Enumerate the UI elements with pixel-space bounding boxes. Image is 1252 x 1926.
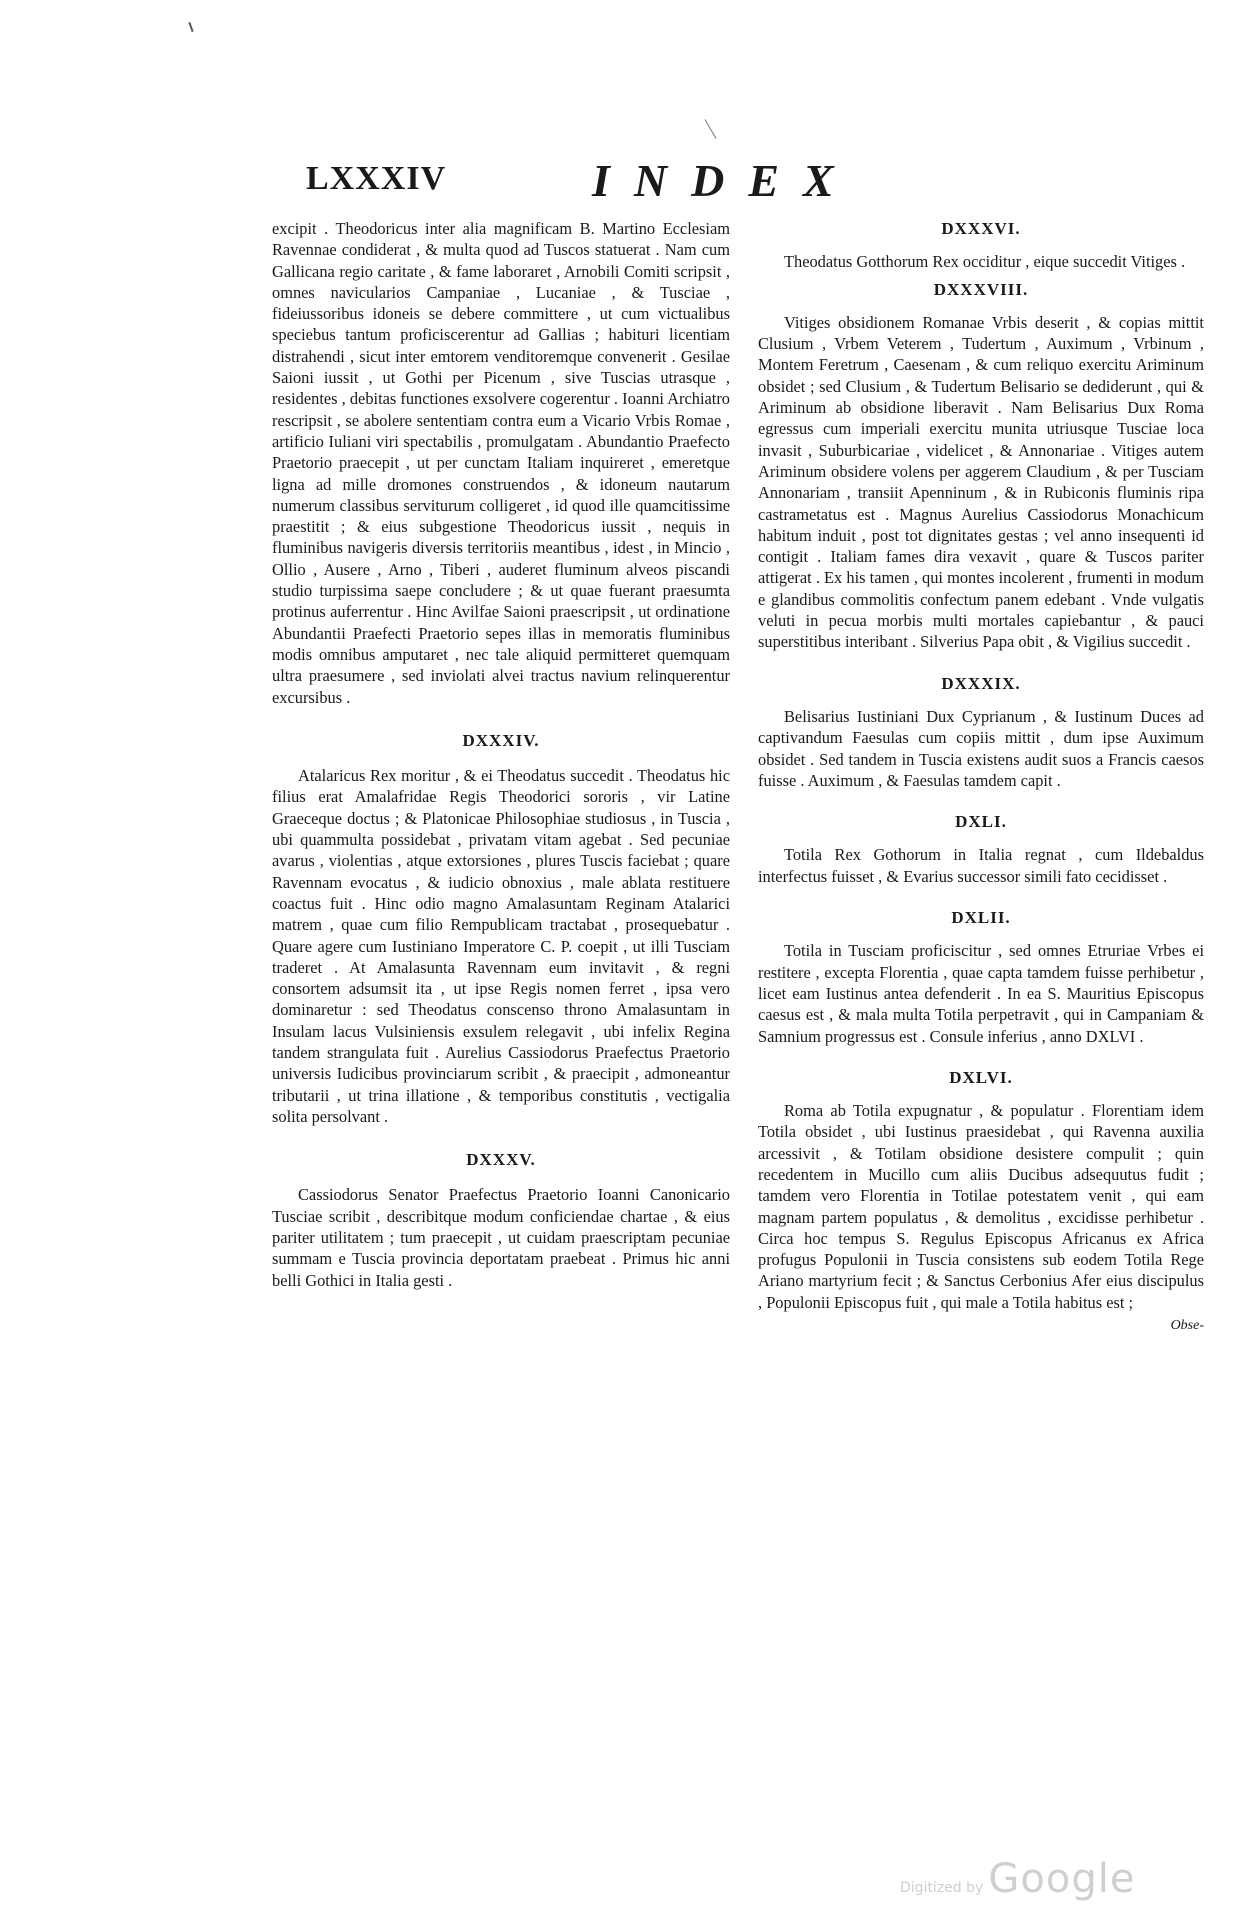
- section-dxlvi: [758, 1067, 1204, 1313]
- section-heading: DXXXIV.: [462, 730, 540, 750]
- section-heading: DXLVI.: [949, 1067, 1013, 1087]
- section-dxxxvi: [758, 218, 1204, 273]
- section-text: Vitiges obsidionem Romanae Vrbis deserit , & copias mittit Clusium , Vrbem Veterem , Tudertum , Auximum , Vrbinum , Montem Feretrum , Caesenam , & cum reliquo exercitu Ariminum obsidet ; sed Clusium , & Tudertum Belisario se dediderunt , qui & Ariminum ab obsidione liberavit . Nam Belisarius Dux Roma egressus cum imperiali exercitu munita utriusque Tusciae loca invasit , Suburbicariae , videlicet , & Annonariae . Vitiges autem Ariminum obsidere volens per aggerem Claudium , & per Tusciam Annonariam , transiit Apenninum , & in Rubiconis fluminis ripa castrametatus est . Magnus Aurelius Cassiodorus Monachicum habitum induit , post tot dignitates gestas ; vel anno insequenti id contigit . Italiam fames dira vexavit , quare & Tuscos pariter attigerat . Ex his tamen , qui montes incolerent , frumenti in modum e glandibus commolitis confectum panem edebant . Vnde vulgatis veluti in pecua morbis multi mortales capiebantur , & pauci superstitibus interibant . Silverius Papa obit , & Vigilius succedit .: [758, 312, 1204, 652]
- digitization-watermark: [900, 1856, 1135, 1902]
- section-heading: DXXXV.: [466, 1150, 536, 1170]
- section-dxli: [758, 811, 1204, 887]
- google-logo: Google: [988, 1856, 1136, 1902]
- left-column: [272, 218, 730, 1291]
- stray-mark: [188, 22, 193, 32]
- section-dxxxv: [272, 1149, 730, 1291]
- section-text: Roma ab Totila expugnatur , & populatur . Florentiam idem Totila obsidet , ubi Iustinus praesidebat , qui Ravenna auxilia arcessivit , & Totilam obsidione desistere compulit ; quin recedentem in Mucillo cum aliis Ducibus adsequutus fudit ; tamdem vero Florentia in Totilae potestatem venit , qui eam magnam partem populatus , & demolitus , excidisse perhibetur . Circa hoc tempus S. Regulus Episcopus Africanus ex Africa profugus Populonii in Tuscia consistens sub eodem Totila Rege Ariano martyrium fecit ; & Sanctus Cerbonius Afer eius discipulus , Populonii Episcopus fuit , qui male a Totila habitus est ;: [758, 1101, 1204, 1312]
- section-heading: DXLI.: [955, 812, 1007, 832]
- section-text: Totila in Tusciam proficiscitur , sed omnes Etruriae Vrbes ei restitere , excepta Florentia , quae capta tamdem fuisse perhibetur , licet eam Iustinus antea defenderit . In ea S. Mauritius Episcopus caesus est , & mala multa Totila perpetravit , qui in Campaniam & Samnium progressus est . Consule inferius , anno DXLVI .: [758, 941, 1204, 1046]
- stray-mark: [705, 119, 717, 139]
- section-dxxxix: [758, 673, 1204, 791]
- section-dxxxiv: [272, 730, 730, 1127]
- section-dxlii: [758, 907, 1204, 1047]
- section-text: Theodatus Gotthorum Rex occiditur , eique succedit Vitiges .: [784, 252, 1186, 272]
- section-text: Totila Rex Gothorum in Italia regnat , cum Ildebaldus interfectus fuisset , & Evarius successor simili fato cecidisset .: [758, 845, 1204, 886]
- section-heading: DXLII.: [951, 908, 1011, 928]
- right-column: [758, 218, 1204, 1336]
- page-header: [0, 155, 1252, 210]
- section-text: Atalaricus Rex moritur , & ei Theodatus succedit . Theodatus hic filius erat Amalafridae Regis Theodorici sororis , vir Latine Graeceque doctus ; & Platonicae Philosophiae studiosus , in Tuscia , ubi quammulta possidebat , privatam vitam agebat . Sed pecuniae avarus , violentias , atque extorsiones , plures Tuscis faciebat ; quare Ravennam evocatus , & iudicio obnoxius , male ablata restituere coactus fuit . Hinc odio magno Amalasuntam Reginam Atalarici matrem , quae cum filio Rempublicam tractabat , prosequebatur . Quare agere cum Iustiniano Imperatore C. P. coepit , ut illi Tusciam traderet . At Amalasunta Ravennam eum invitavit , & regni consortem adsumsit ita , ut ipse Regis nomen ferret , ipsa vero dominaretur : sed Theodatus conscenso throno Amalasuntam in Insulam lacus Vulsiniensis exsulem relegavit , ubi infelix Regina tandem strangulata fuit . Aurelius Cassiodorus Praefectus Praetorio universis Iudicibus provinciarum scribit , & praecipit , admoneantur tributarii , ut trina illatione , & temporibus constitutis , vectigalia solita persolvant .: [272, 766, 730, 1126]
- section-dxxxviii: [758, 279, 1204, 653]
- section-text: Cassiodorus Senator Praefectus Praetorio Ioanni Canonicario Tusciae scribit , describitque modum conficiendae chartae , & eius pariter utilitatem ; tum praecepit , ut cuidam praescriptam pecuniae summam e Tuscia provincia deportatam praebeat . Primus hic anni belli Gothici in Italia gesti .: [272, 1185, 730, 1290]
- watermark-prefix: Digitized by: [900, 1880, 984, 1896]
- section-heading: DXXXVI.: [941, 219, 1021, 238]
- page-number: LXXXIV: [306, 160, 447, 197]
- section-heading: DXXXVIII.: [933, 279, 1029, 299]
- page-title: INDEX: [592, 155, 858, 206]
- left-intro-text: excipit . Theodoricus inter alia magnificam B. Martino Ecclesiam Ravennae condiderat , & multa quod ad Tuscos statuerat . Nam cum Gallicana regio caritate , & fame laboraret , Arnobili Comiti scripsit , omnes navicularios Campaniae , Lucaniae , & Tusciae , fideiussoribus idoneis se debere committere , ut cum victualibus speciebus tantum proficiscerentur ad Gallias ; habituri licentiam distrahendi , sicut inter emtorem venditoremque convenerit . Gesilae Saioni iussit , ut Gothi per Picenum , sive Tuscias utrasque , residentes , debitas functiones exsolvere cogerentur . Ioanni Archiatro rescripsit , se abolere sententiam contra eum a Vicario Vrbis Romae , artificio Iuliani viri spectabilis , promulgatam . Abundantio Praefecto Praetorio praecepit , ut per cunctam Italiam inquireret , emeretque ligna ad mille dromones construendos , & idoneum nautarum numerum classibus serviturum colligeret , id quod ille quamcitissime praestitit ; & eius subgestione Theodoricus iussit , nequis in fluminibus navigeris diversis territoriis meantibus , idest , in Mincio , Ollio , Ausere , Arno , Tiberi , auderet fluminum alveos piscandi studio turpissima saepe concludere ; & ut quae fuerant praesumta protinus auferrentur . Hinc Avilfae Saioni praescripsit , ut ordinatione Abundantii Praefecti Praetorio sepes illas in memoratis fluminibus modis omnibus amputaret , nec tale aliquid permitteret quemquam ultra praesumere , sed inviolati alvei tractus navium relinquerentur excursibus .: [272, 219, 730, 707]
- section-heading: DXXXIX.: [941, 673, 1021, 693]
- section-text: Belisarius Iustiniani Dux Cyprianum , & Iustinum Duces ad captivandum Faesulas cum copiis mittit , dum ipse Auximum obsidet . Sed tandem in Tuscia existens audit suos a Francis caesos fuisse . Auximum , & Faesulas tamdem capit .: [758, 706, 1204, 790]
- catchword: Obse-: [1170, 1318, 1204, 1334]
